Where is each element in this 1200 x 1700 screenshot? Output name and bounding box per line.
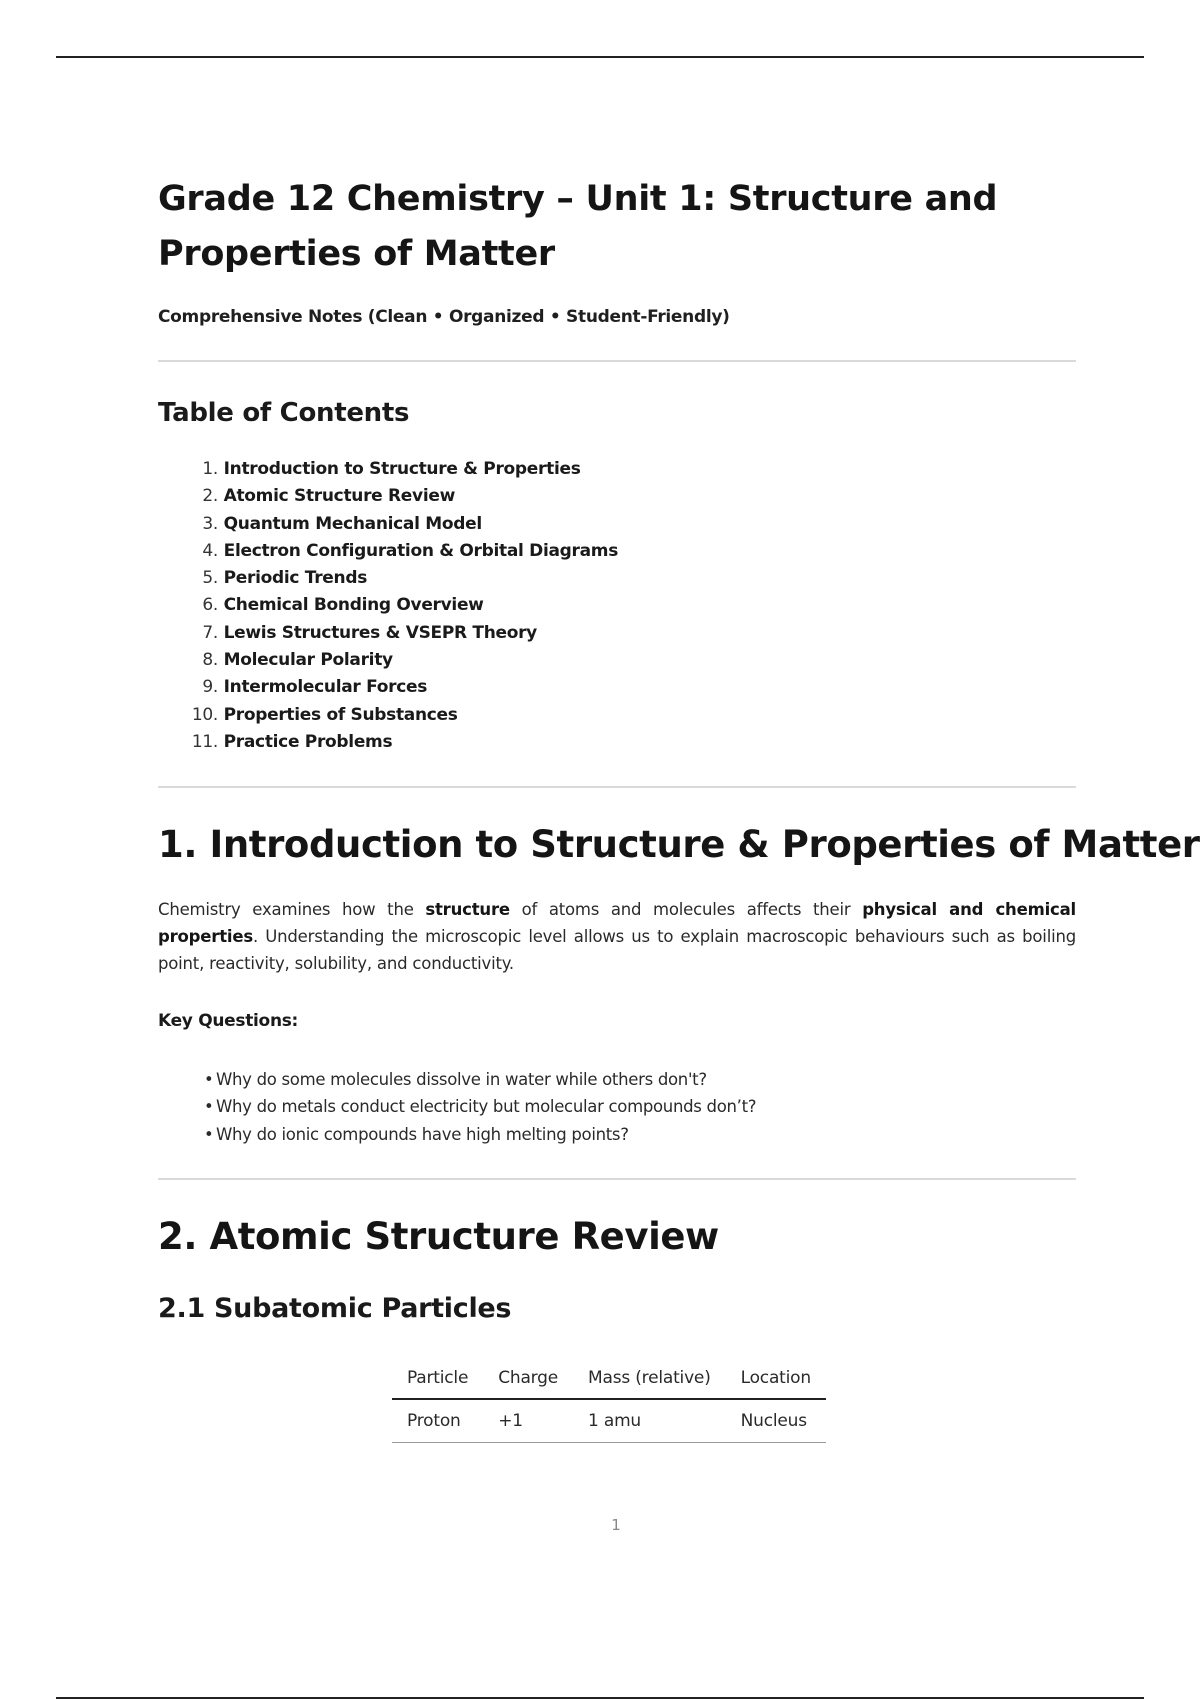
toc-item-lewis-vsepr[interactable] <box>158 620 618 647</box>
toc-item-molecular-polarity[interactable] <box>158 647 618 674</box>
bullet-icon: • <box>204 1097 214 1117</box>
table-cell: 1 amu <box>573 1399 726 1443</box>
table-cell: Nucleus <box>726 1399 826 1443</box>
toc-item-number: 1. <box>202 459 218 479</box>
toc-item-properties-of-substances[interactable] <box>158 702 618 729</box>
toc-item-atomic-structure[interactable] <box>158 483 618 510</box>
table-cell: Proton <box>392 1399 483 1443</box>
toc-item-number: 4. <box>202 540 218 561</box>
list-item-text: Why do some molecules dissolve in water while others don't? <box>216 1070 707 1089</box>
toc-item-number: 5. <box>202 568 218 589</box>
toc-item-periodic-trends[interactable] <box>158 565 618 592</box>
toc-item-number: 3. <box>202 513 218 534</box>
divider <box>158 360 1076 362</box>
divider <box>158 1178 1076 1180</box>
list-item <box>204 1121 756 1148</box>
list-item-text: Why do metals conduct electricity but molecular compounds don’t? <box>216 1097 757 1117</box>
key-questions-list <box>204 1066 756 1148</box>
bullet-icon: • <box>204 1124 214 1144</box>
toc-item-label: Molecular Polarity <box>223 650 393 671</box>
bullet-icon: • <box>204 1070 214 1089</box>
subsection-2-1-heading: 2.1 Subatomic Particles <box>158 1293 512 1324</box>
page-top-rule <box>56 56 1144 58</box>
toc-item-chemical-bonding[interactable] <box>158 592 618 619</box>
column-header-mass: Mass (relative) <box>573 1358 726 1399</box>
toc-heading: Table of Contents <box>158 398 410 428</box>
paragraph-text: Chemistry examines how the <box>158 900 426 919</box>
toc-item-number: 10. <box>191 704 218 725</box>
toc-item-label: Periodic Trends <box>223 568 368 589</box>
list-item <box>204 1093 756 1120</box>
table-header-row <box>392 1358 826 1399</box>
toc-item-label: Intermolecular Forces <box>223 677 428 698</box>
toc-item-label: Atomic Structure Review <box>223 486 455 507</box>
list-item-text: Why do ionic compounds have high melting points? <box>216 1124 629 1144</box>
document-title: Grade 12 Chemistry – Unit 1: Structure and Properties of Matter <box>158 179 998 274</box>
toc-item-practice-problems[interactable] <box>158 729 618 756</box>
table-cell: +1 <box>483 1399 573 1443</box>
page-number: 1 <box>611 1516 621 1534</box>
toc-item-number: 7. <box>202 622 218 643</box>
toc-item-electron-configuration[interactable] <box>158 538 618 565</box>
toc-item-label: Electron Configuration & Orbital Diagrams <box>223 540 619 561</box>
toc-item-label: Lewis Structures & VSEPR Theory <box>223 622 537 643</box>
column-header-particle: Particle <box>392 1358 483 1399</box>
paragraph-text: of atoms and molecules affects their <box>509 900 863 919</box>
column-header-location: Location <box>726 1358 826 1399</box>
table-row <box>392 1399 826 1443</box>
key-questions-label: Key Questions: <box>158 1011 299 1031</box>
toc-item-intermolecular-forces[interactable] <box>158 674 618 701</box>
table-of-contents <box>158 456 618 756</box>
section-1-heading: 1. Introduction to Structure & Properties of Matter <box>158 823 1200 866</box>
divider <box>158 786 1076 788</box>
toc-item-label: Practice Problems <box>223 731 393 752</box>
section-2-heading: 2. Atomic Structure Review <box>158 1215 719 1258</box>
toc-item-number: 8. <box>202 650 218 671</box>
toc-item-number: 2. <box>202 486 218 507</box>
toc-item-number: 6. <box>202 595 218 616</box>
page-bottom-rule <box>56 1697 1144 1699</box>
toc-item-quantum-model[interactable] <box>158 511 618 538</box>
paragraph-text: . Understanding the microscopic level allows us to explain macroscopic behaviours such as boiling point, reactivity, solubility, and conductivity. <box>158 927 1076 973</box>
toc-item-label: Chemical Bonding Overview <box>223 595 484 616</box>
toc-item-introduction[interactable] <box>158 456 618 483</box>
toc-item-label: Introduction to Structure & Properties <box>223 459 581 479</box>
paragraph-bold-text: physical and chemical properties <box>158 900 1076 946</box>
column-header-charge: Charge <box>483 1358 573 1399</box>
list-item <box>204 1066 756 1093</box>
paragraph-bold-text: structure <box>425 900 510 919</box>
toc-item-number: 11. <box>191 731 218 752</box>
subatomic-particles-table <box>392 1358 826 1443</box>
toc-item-number: 9. <box>202 677 218 698</box>
toc-item-label: Quantum Mechanical Model <box>223 513 482 534</box>
section-1-intro-paragraph <box>158 896 1076 977</box>
toc-item-label: Properties of Substances <box>223 704 458 725</box>
document-subtitle: Comprehensive Notes (Clean • Organized • Student-Friendly) <box>158 307 730 327</box>
